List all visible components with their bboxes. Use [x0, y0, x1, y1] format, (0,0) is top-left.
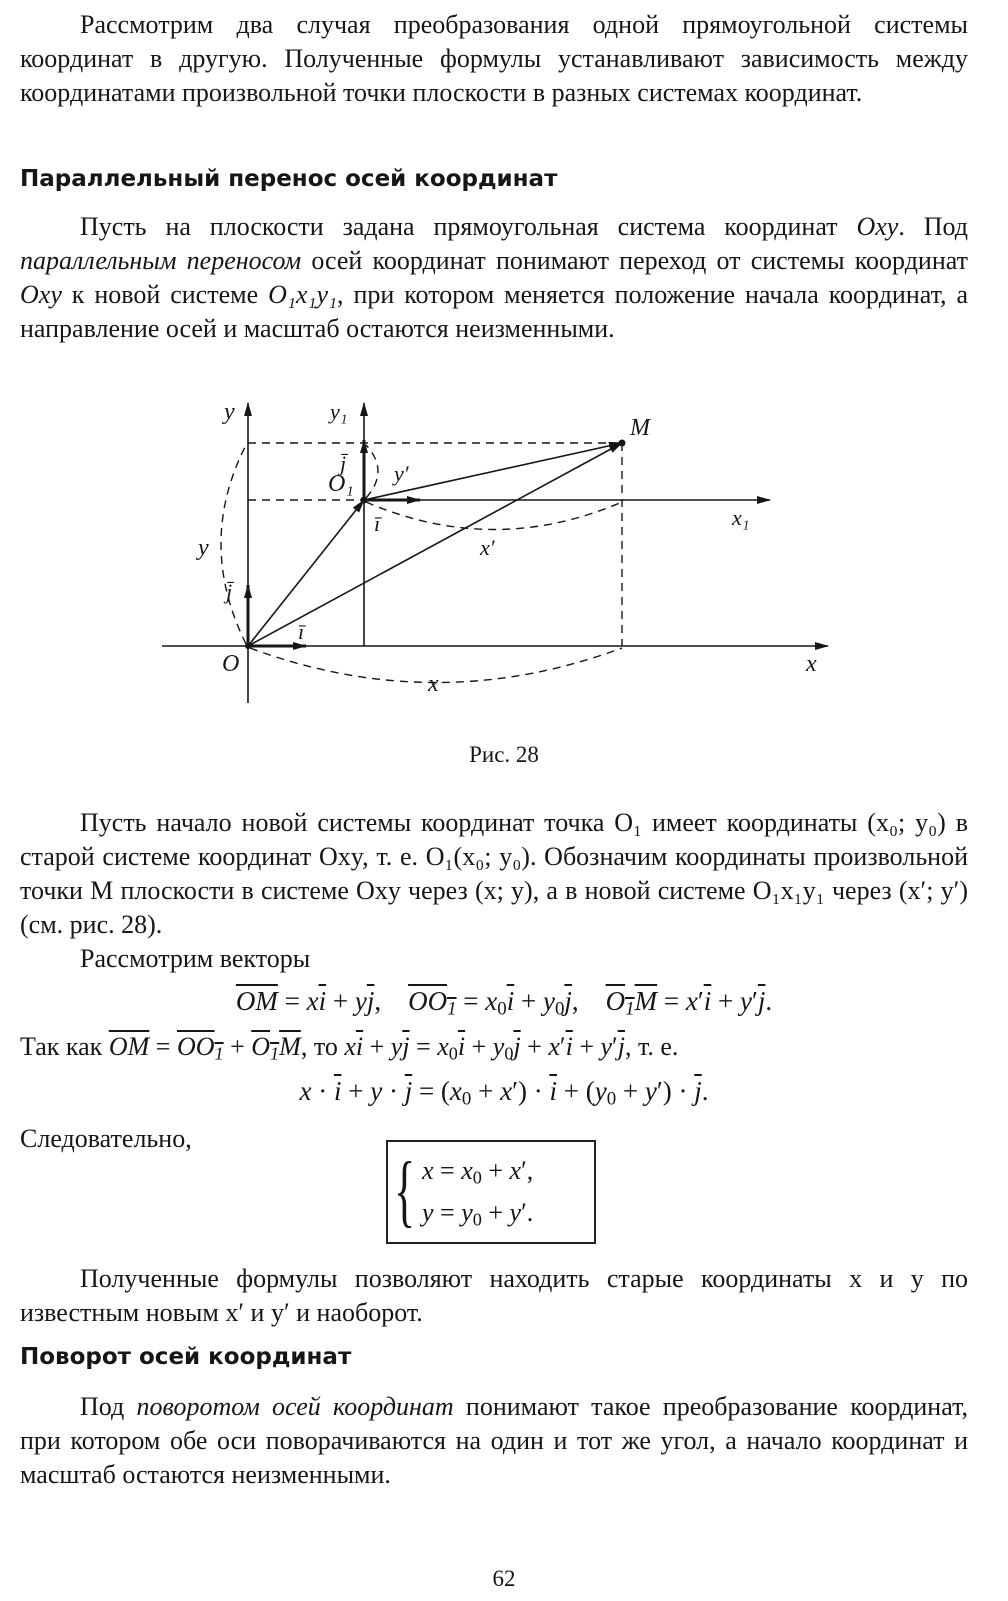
- section-heading-rotation: Поворот осей координат: [20, 1344, 352, 1370]
- dimension-y: [221, 445, 246, 644]
- formula-box: [386, 1140, 596, 1244]
- term-rotation: поворотом осей координат: [136, 1392, 454, 1421]
- section-heading-parallel-shift: Параллельный перенос осей координат: [20, 166, 558, 192]
- label-i: ī: [298, 619, 305, 644]
- vector-sum-line: Так как $\overline{OM} = OO_1 + O_1M$, то $x\overline{i} + y\overline{j} = x_0\overline{i} + y_0\overline{j} + x'\overline{i} + y'\overline{j}$, т. е.: [20, 1032, 679, 1064]
- parallel-shift-definition: Пусть на плоскости задана прямоугольная система координат Oxy. Под параллельным переносом осей координат понимают переход от системы координат Oxy к новой системе O₁x₁y₁, при котором меняется положение начала координат, а направление осей и масштаб остаются неизменными.: [20, 212, 968, 343]
- coordinate-shift-diagram: [0, 385, 1008, 725]
- figure-caption: Рис. 28: [469, 742, 539, 767]
- intro-paragraph: Рассмотрим два случая преобразования одной прямоугольной системы координат в другую. Полученные формулы устанавливают зависимость между координатами произвольной точки плоскости в разных системах координат.: [20, 10, 968, 107]
- label-i1: ī: [374, 511, 381, 536]
- label-M: M: [630, 415, 650, 441]
- system-equation-y: $y = y_0 + y'$.: [422, 1198, 534, 1230]
- vector-OM: [248, 443, 622, 646]
- point-O: [245, 643, 251, 649]
- term-parallel-shift: параллельным переносом: [20, 246, 302, 275]
- label-O: O: [222, 651, 240, 677]
- consider-vectors-label: Рассмотрим векторы: [80, 944, 311, 973]
- label-y: y: [224, 399, 235, 425]
- label-x-prime: x′: [480, 535, 495, 560]
- dimension-y-prime: [366, 445, 378, 498]
- origin-coordinates-paragraph: Пусть начало новой системы координат точка O₁ имеет координаты (x₀; y₀) в старой системе координат Oxy, т. е. O₁(x₀; y₀). Обозначим координаты произвольной точки M плоскости в системе Oxy через (x; y), а в новой системе O₁x₁y₁ через (x′; y′) (см. рис. 28).: [20, 808, 968, 939]
- label-x-dimension: x: [428, 671, 439, 697]
- label-j: j̄: [226, 579, 233, 604]
- label-j1: j̄: [340, 451, 347, 476]
- vector-equations: $\overline{OM} = x\overline{i} + y\overline{j}$, $OO_1 = x_0\overline{i} + y_0\overline{j}$, $O_1M = x'\overline{i} + y'\overline{j}$.: [235, 986, 773, 1020]
- vector-OO1: [248, 500, 364, 646]
- point-M: [619, 440, 626, 447]
- label-y-dimension: y: [198, 535, 209, 561]
- page-number: 62: [492, 1566, 516, 1591]
- label-O1: O₁: [328, 471, 354, 497]
- dimension-x-prime: [366, 502, 622, 530]
- therefore-label: Следовательно,: [20, 1124, 192, 1153]
- system-brace: {: [394, 1147, 416, 1235]
- scalar-equation: $x \cdot \overline{i} + y \cdot \overline{j} = (x_0 + x') \cdot \overline{i} + (y_0 + y') \cdot \overline{j}$.: [299, 1076, 709, 1110]
- label-y1: y₁: [330, 399, 348, 424]
- label-y-prime: y′: [394, 461, 409, 486]
- formulas-conclusion-paragraph: Полученные формулы позволяют находить старые координаты x и y по известным новым x′ и y′ и наоборот.: [20, 1264, 968, 1327]
- system-equation-x: $x = x_0 + x'$,: [422, 1156, 534, 1188]
- label-x: x: [806, 651, 817, 677]
- label-x1: x₁: [732, 505, 750, 530]
- rotation-definition: Под поворотом осей координат понимают такое преобразование координат, при котором обе оси поворачиваются на один и тот же угол, а начало координат и масштаб остаются неизменными.: [20, 1392, 968, 1489]
- point-O1: [361, 497, 368, 504]
